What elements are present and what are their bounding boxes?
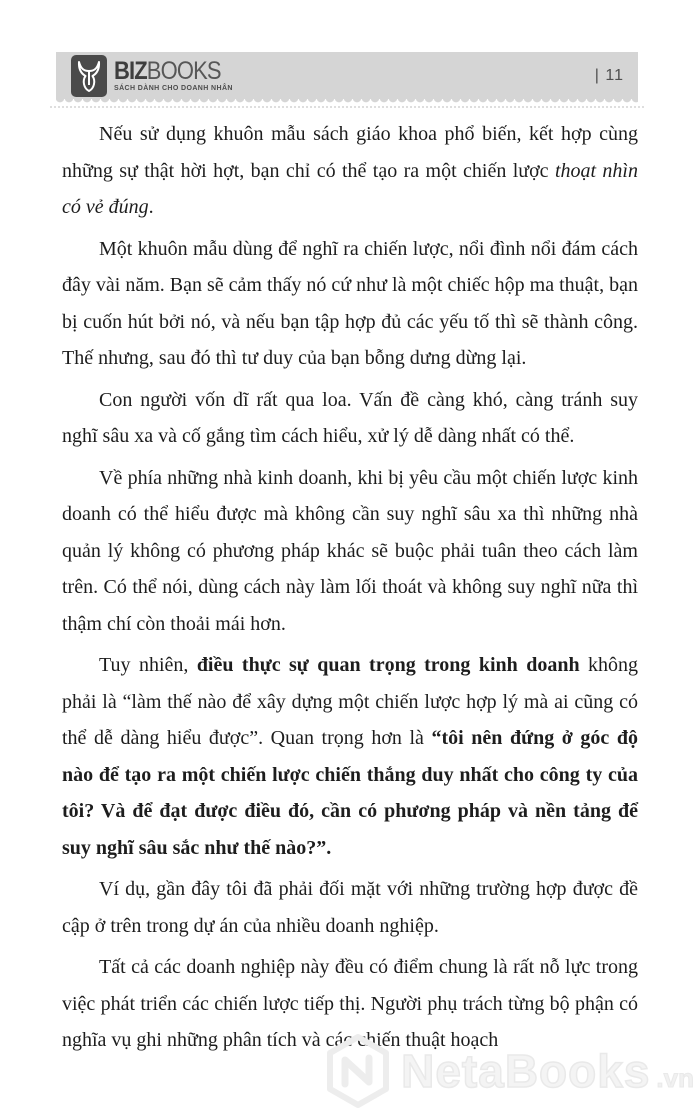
brand-name bbox=[114, 59, 221, 83]
text-segment: Tuy nhiên, bbox=[99, 654, 197, 676]
paragraph-1 bbox=[62, 116, 638, 226]
brand-tagline: SÁCH DÀNH CHO DOANH NHÂN bbox=[114, 85, 233, 92]
text-segment: Một khuôn mẫu dùng để nghĩ ra chiến lược, nổi đình nổi đám cách đây vài năm. Bạn sẽ cảm thấy nó cứ như là một chiếc hộp ma thuật, bạn bị cuốn hút bởi nó, và nếu bạn tập hợp đủ các yếu tố thì sẽ thành công. Thế nhưng, sau đó thì tư duy của bạn bỗng dưng dừng lại. bbox=[62, 237, 638, 369]
brand-biz: BIZ bbox=[114, 57, 147, 85]
text-segment: Về phía những nhà kinh doanh, khi bị yêu cầu một chiến lược kinh doanh có thể hiểu được mà không cần suy nghĩ sâu xa thì những nhà quản lý không có phương pháp khác sẽ buộc phải tuân theo cách làm trên. Có thể nói, dùng cách này làm lối thoát và không suy nghĩ nữa thì thậm chí còn thoải mái hơn. bbox=[62, 466, 638, 635]
text-segment-italic: thoạt nhìn có vẻ đúng bbox=[62, 159, 638, 218]
text-segment: Tất cả các doanh nghiệp này đều có điểm chung là rất nỗ lực trong việc phát triển các chiến lược tiếp thị. Người phụ trách từng bộ phận có nghĩa vụ ghi những phân tích và các chiến thuật hoạch bbox=[62, 956, 638, 1051]
text-segment-bold: điều thực sự quan trọng trong kinh doanh bbox=[196, 654, 580, 676]
bizbooks-bull-icon bbox=[71, 55, 107, 97]
page-content bbox=[62, 116, 638, 1064]
page-number: | 11 bbox=[594, 66, 624, 84]
text-segment: Nếu sử dụng khuôn mẫu sách giáo khoa phổ biến, kết hợp cùng những sự thật hời hợt, bạn chỉ có thể tạo ra một chiến lược bbox=[62, 123, 638, 182]
paragraph-3 bbox=[62, 382, 638, 455]
watermark-name: NetaBooks bbox=[401, 1045, 651, 1097]
text-segment: Ví dụ, gần đây tôi đã phải đối mặt với những trường hợp được đề cập ở trên trong dự án của nhiều doanh nghiệp. bbox=[62, 878, 638, 937]
paragraph-2 bbox=[62, 231, 638, 377]
text-segment: . bbox=[148, 196, 154, 218]
brand-books: BOOKS bbox=[146, 57, 221, 85]
paragraph-4 bbox=[62, 460, 638, 643]
paragraph-5 bbox=[62, 647, 638, 866]
text-segment-bold: “tôi nên đứng ở góc độ nào để tạo ra một chiến lược chiến thắng duy nhất cho công ty của tôi? Và để đạt được điều đó, cần có phương pháp và nền tảng để suy nghĩ sâu sắc như thế nào?”. bbox=[62, 727, 638, 859]
perforation-line bbox=[50, 106, 644, 108]
text-segment: không phải là “làm thế nào để xây dựng một chiến lược hợp lý mà ai cũng có thể dễ dàng hiểu được”. Quan trọng hơn là bbox=[62, 654, 639, 749]
page-header bbox=[56, 52, 638, 99]
watermark-suffix: .vn bbox=[656, 1062, 694, 1093]
text-segment: Con người vốn dĩ rất qua loa. Vấn đề càng khó, càng tránh suy nghĩ sâu xa và cố gắng tìm cách hiểu, xử lý dễ dàng nhất có thể. bbox=[62, 388, 638, 447]
paragraph-7 bbox=[62, 949, 638, 1059]
brand-text bbox=[114, 59, 235, 92]
bizbooks-brand bbox=[71, 55, 235, 97]
paragraph-6 bbox=[62, 871, 638, 944]
